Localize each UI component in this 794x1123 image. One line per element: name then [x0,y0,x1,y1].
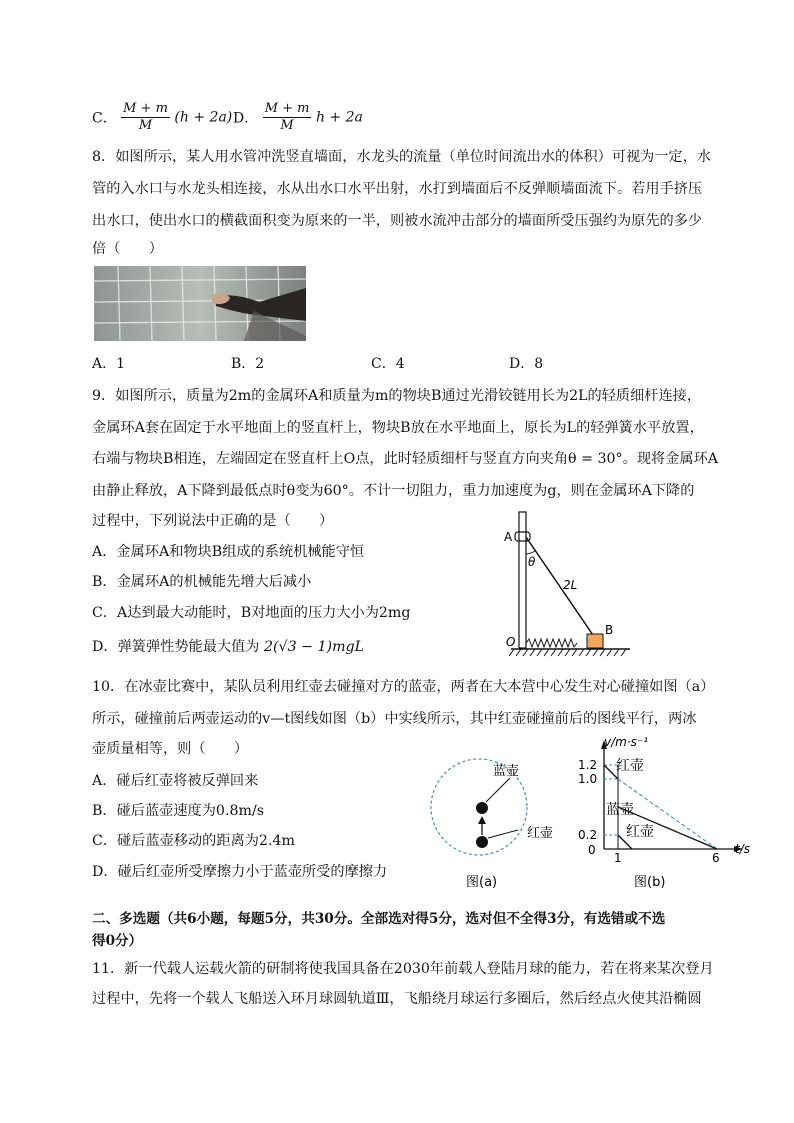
q10-line-3: 壶质量相等，则（ ） [92,741,249,757]
q9-option-c: C．A达到最大动能时，B对地面的压力大小为2mg [92,605,411,621]
q10-fig-b-tick-0-2: 0.2 [578,828,598,842]
q8-option-b: B．2 [231,356,265,372]
q9-line-3: 右端与物块B相连，左端固定在竖直杆上O点，此时轻质细杆与竖直方向夹角θ = 30°。现将金属环A [92,451,719,467]
q9-option-d-text: D．弹簧弹性势能最大值为 [92,639,260,655]
q10-fig-b-tick-1-2: 1.2 [578,758,598,772]
q10-fig-a-blue-label: 蓝壶 [493,764,520,779]
q10-line-1: 10．在冰壶比赛中，某队员利用红壶去碰撞对方的蓝壶，两者在大本营中心发生对心碰撞如图（a） [92,679,715,695]
q9-label-theta: θ [528,555,536,569]
q10-fig-a-caption: 图(a) [466,875,498,890]
q10-option-c: C．碰后蓝壶移动的距离为2.4m [92,833,295,849]
q9-option-a: A．金属环A和物块B组成的系统机械能守恒 [92,544,365,560]
q10-fig-b-caption: 图(b) [634,875,666,890]
q10-fig-a-red-label: 红壶 [527,826,554,841]
q10-fig-b-ylabel: v/m·s⁻¹ [604,735,649,749]
q10-figure-a [424,750,564,895]
q8-line-1: 8．如图所示，某人用水管冲洗竖直墙面，水龙头的流量（单位时间流出水的体积）可视为一定，水 [92,149,712,165]
q10-fig-b-blue-label: 蓝壶 [606,802,634,818]
q9-option-b: B．金属环A的机械能先增大后减小 [92,574,312,590]
q7-option-d-fraction: $\frac{M + m}{M}$ [264,101,310,133]
q10-option-d: D．碰后红壶所受摩擦力小于蓝壶所受的摩擦力 [92,864,388,880]
q7-option-d-label: D． [233,110,259,127]
q11-line-1: 11．新一代载人运载火箭的研制将使我国具备在2030年前载人登陆月球的能力，若在将来某次登月 [92,961,714,977]
q7-option-d-tail: h + 2a [315,109,363,126]
q9-figure [505,510,645,662]
q10-option-a: A．碰后红壶将被反弹回来 [92,773,259,789]
q9-option-d-formula: 2(√3 − 1)mgL [263,639,365,655]
q7-option-c-label: C． [92,110,117,127]
q9-line-5: 过程中，下列说法中正确的是（ ） [92,513,334,529]
q9-option-d [92,636,364,656]
q9-line-2: 金属环A套在固定于水平地面上的竖直杆上，物块B放在水平地面上，原长为L的轻弹簧水平放置， [92,420,704,436]
q9-label-2l: 2L [563,578,578,592]
section-2-heading-line-1: 二、多选题（共6小题，每题5分，共30分。全部选对得5分，选对但不全得3分，有选错或不选 [92,911,666,927]
q7-option-d [233,101,363,134]
q10-fig-b-tick-x-1: 1 [614,851,622,865]
q11-line-2: 过程中，先将一个载人飞船送入环月球圆轨道Ⅲ，飞船绕月球运行多圈后，然后经点火使其沿椭圆 [92,991,702,1007]
q9-label-b: B [605,623,614,637]
q8-line-3: 出水口，使出水口的横截面积变为原来的一半，则被水流冲击部分的墙面所受压强约为原先的多少 [92,213,703,229]
q10-fig-b-red-bottom-label: 红壶 [626,824,654,840]
q9-line-4: 由静止释放，A下降到最低点时θ变为60°。不计一切阻力，重力加速度为g，则在金属环A下降的 [92,483,695,499]
q8-photo [94,266,306,341]
q10-option-b: B．碰后蓝壶速度为0.8m/s [92,803,265,819]
q10-fig-b-tick-1-0: 1.0 [578,772,598,786]
q8-option-c: C．4 [371,356,405,372]
q10-line-2: 所示，碰撞前后两壶运动的v—t图线如图（b）中实线所示，其中红壶碰撞前后的图线平行，两冰 [92,711,697,727]
q7-option-c-fraction: $\frac{M + m}{M}$ [123,101,168,133]
q9-line-1: 9．如图所示，质量为2m的金属环A和质量为m的物块B通过光滑铰链用长为2L的轻质细杆连接， [92,388,702,404]
q9-label-o: O [506,635,516,649]
q10-fig-b-tick-x-6: 6 [712,851,720,865]
q7-option-c-tail: (h + 2a) [174,109,233,126]
section-2-heading-line-2: 得0分） [92,933,143,949]
q9-label-a: A [504,530,513,544]
q10-fig-b-red-top-label: 红壶 [616,758,644,774]
q10-figure-b [572,732,762,897]
q10-fig-b-tick-0: 0 [588,843,596,857]
q10-fig-b-xlabel: t/s [735,842,750,856]
q8-line-4: 倍（ ） [92,241,163,257]
q8-option-a: A．1 [92,356,126,372]
q8-option-d: D．8 [509,356,544,372]
q7-option-c [92,101,232,134]
q8-line-2: 管的入水口与水龙头相连接，水从出水口水平出射，水打到墙面后不反弹顺墙面流下。若用手挤压 [92,181,703,197]
